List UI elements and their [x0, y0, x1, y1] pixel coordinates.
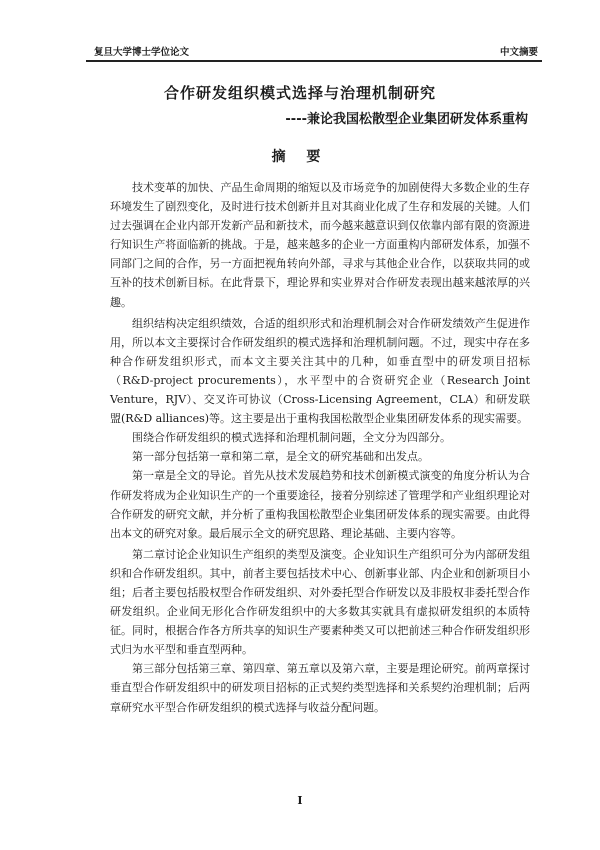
abstract-body	[110, 178, 530, 717]
page-number: I	[297, 794, 303, 807]
paragraph: 围绕合作研发组织的模式选择和治理机制问题，全文分为四部分。	[132, 431, 451, 445]
paragraph: 组织结构决定组织绩效，合适的组织形式和治理机制会对合作研发绩效产生促进作用，所以本文主要探讨合作研发组织的模式选择和治理机制问题。不过，现实中存在多种合作研发组织形式，而本文主要关注其中的几种，如垂直型中的研发项目招标（R&D-project procurements），水平型中的合资研究企业（Research Joint Venture，RJV）、交叉许可协议（Cross-Licensing Agreement，CLA）和研发联盟(R&D alliances)等。这主要是出于重构我国松散型企业集团研发体系的现实需要。	[110, 316, 530, 426]
abstract-heading: 摘 要	[271, 149, 329, 165]
paragraph: 第三部分包括第三章、第四章、第五章以及第六章，主要是理论研究。前两章探讨垂直型合作研发组织中的研发项目招标的正式契约类型选择和关系契约治理机制；后两章研究水平型合作研发组织的模式选择与收益分配问题。	[110, 662, 530, 714]
paragraph: 技术变革的加快、产品生命周期的缩短以及市场竞争的加剧使得大多数企业的生存环境发生了剧烈变化，及时进行技术创新并且对其商业化成了生存和发展的关键。人们过去强调在企业内部开发新产品和新技术，而今越来越意识到仅依靠内部有限的资源进行知识生产将面临新的挑战。于是，越来越多的企业一方面重构内部研发体系，加强不同部门之间的合作，另一方面把视角转向外部，寻求与其他企业合作，以获取共同的或互补的技术创新目标。在此背景下，理论界和实业界对合作研发表现出越来越浓厚的兴趣。	[110, 181, 530, 309]
thesis-subtitle: ----兼论我国松散型企业集团研发体系重构	[285, 112, 528, 127]
running-header	[86, 40, 542, 62]
header-university: 复旦大学博士学位论文	[94, 47, 190, 58]
paragraph: 第一部分包括第一章和第二章，是全文的研究基础和出发点。	[132, 450, 429, 464]
header-section: 中文摘要	[499, 47, 538, 58]
paragraph: 第二章讨论企业知识生产组织的类型及演变。企业知识生产组织可分为内部研发组织和合作研发组织。其中，前者主要包括技术中心、创新事业部、内企业和创新项目小组；后者主要包括股权型合作研发组织、对外委托型合作研发以及非股权非委托型合作研发组织。企业间无形化合作研发组织中的大多数其实就具有虚拟研发组织的本质特征。同时，根据合作各方所共享的知识生产要素种类又可以把前述三种合作研发组织形式归为水平型和垂直型两种。	[110, 547, 530, 657]
thesis-title: 合作研发组织模式选择与治理机制研究	[163, 84, 436, 102]
paragraph: 第一章是全文的导论。首先从技术发展趋势和技术创新模式演变的角度分析认为合作研发将成为企业知识生产的一个重要途径，接着分别综述了管理学和产业组织理论对合作研发的研究文献，并分析了重构我国松散型企业集团研发体系的现实需要。由此得出本文的研究对象。最后展示全文的研究思路、理论基础、主要内容等。	[110, 469, 530, 540]
